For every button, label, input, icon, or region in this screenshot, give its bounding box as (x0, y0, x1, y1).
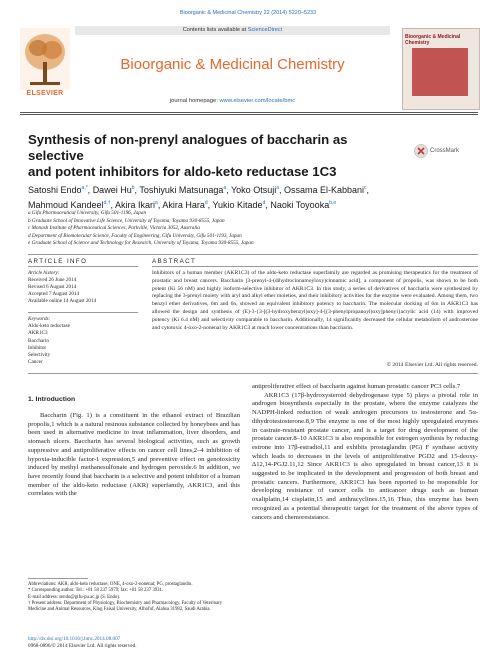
journal-homepage (75, 98, 390, 104)
contents-prefix: Contents lists available at (182, 27, 247, 33)
history-item: Revised 6 August 2014 (28, 284, 77, 290)
author-line: Satoshi Endo$^{a,*}$, Dawei Hu$^b$, Toshiyuki Matsunaga$^a$, Yoko Otsuji$^a$, Ossama El-Kabbani$^c$, (28, 185, 370, 195)
history-label: Article history: (28, 270, 60, 276)
history-item: Received 26 June 2014 (28, 277, 77, 283)
crossmark-icon[interactable] (414, 144, 428, 158)
author[interactable]: Ossama El-Kabbani$^c$ (284, 185, 367, 195)
contents-line (75, 27, 390, 33)
affiliations (28, 210, 478, 248)
keywords (28, 316, 138, 366)
cover-artwork (412, 48, 468, 96)
section-heading: 1. Introduction (28, 396, 76, 403)
publisher-name: ELSEVIER (26, 90, 64, 97)
abstract-text: Inhibitors of a human member (AKR1C3) of the aldo-keto reductase superfamily are regarded as promising therapeutics for the treatment of prostatic and breast cancers. Baccharin [3-prenyl-4-(dihydrocinnamoyloxy)cinnamic acid], a component of propolis, was shown to be both potent (Ki 56 nM) and highly isoform-selective inhibitor of AKR1C3. In this study, a series of derivatives of baccharin were synthesized by replacing the 3-prenyl moiety with aryl and alkyl ether moieties, and their inhibitory activities for the enzyme were evaluated. Among them, two benzyl ether derivatives, 6m and 6n, showed an equivalent inhibitory potency to baccharin. The molecular docking of 6m in AKR1C3 has allowed the design and synthesis of (E)-3-{3-[(3-hydroxybenzyl)oxy]-4-[(3-phenylpropanoyl)oxy]phenyl}acrylic acid (14) with improved potency (Ki 6.4 nM) and selectivity comparable to baccharin. Additionally, 14 significantly decreased the cellular metabolism of androsterone and cytotoxic 4-oxo-2-nonenal by AKR1C3 at much lower concentrations than baccharin. (152, 270, 478, 331)
header-rule (20, 114, 478, 115)
author-line: Mahmoud Kandeel$^{d,\dagger}$, Akira Ikari$^a$, Akira Hara$^d$, Yukio Kitade$^d$, Naoki Toyooka$^{b,e}$ (28, 200, 337, 210)
affiliation: d Department of Biomolecular Science, Faculty of Engineering, Gifu University, Gifu 501-1193, Japan (28, 232, 242, 239)
history-item: Available online 14 August 2014 (28, 298, 97, 304)
author[interactable]: Toshiyuki Matsunaga$^a$ (139, 185, 227, 195)
article-history (28, 270, 138, 305)
author-list (28, 182, 478, 212)
journal-title: Bioorganic & Medicinal Chemistry (120, 56, 345, 73)
keywords-label: Keywords: (28, 316, 51, 322)
copyright: © 2014 Elsevier Ltd. All rights reserved. (386, 362, 478, 368)
affiliation: a Gifu Pharmaceutical University, Gifu 501-1196, Japan (28, 210, 147, 216)
footnote: Abbreviations: AKR, aldo-keto reductase; ONE, 4-oxo-2-nonenal; PG, prostaglandin. (28, 582, 193, 587)
abstract-heading: ABSTRACT (152, 258, 197, 265)
keyword: Selectivity (28, 352, 51, 359)
doi-block (28, 636, 137, 650)
author[interactable]: Akira Ikari$^a$ (115, 200, 158, 210)
body-column-left (28, 412, 240, 499)
affiliation: e Graduate School of Science and Technology for Research, University of Toyama, Toyama 930-8555, Japan (28, 240, 254, 247)
author[interactable]: Dawei Hu$^b$ (92, 185, 135, 195)
paper-title (28, 132, 388, 180)
title-line: and potent inhibitors for aldo-keto reductase 1C3 (28, 164, 337, 179)
divider (28, 266, 138, 267)
issn-line: 0968-0896/© 2014 Elsevier Ltd. All rights reserved. (28, 643, 137, 649)
keyword: Baccharin (28, 337, 50, 344)
journal-reference[interactable]: Bioorganic & Medicinal Chemistry 22 (2014) 5220–5233 (179, 10, 317, 16)
elsevier-tree-logo (20, 28, 70, 90)
header-rule (20, 112, 478, 113)
body-column-right (252, 383, 478, 522)
divider (28, 373, 478, 374)
divider (28, 312, 138, 313)
author[interactable]: Mahmoud Kandeel$^{d,\dagger}$ (28, 200, 111, 210)
paragraph: Baccharin (Fig. 1) is a constituent in the ethanol extract of Brazilian propolis,1 which is a natural resinous substance collected by honeybees and has been used in alternative medicine to treat inflammation, liver disorders, and stomach ulcers. Baccharin has several biological activities, such as growth suppressive and antiproliferative effects on cancer cell lines,2–4 inhibition of hypoxia-inducible factor-1 expression,5 and preventive effect on genotoxicity induced by methyl methanesulfonate and hydrogen peroxide.6 In addition, we have recently found that baccharin is a selective and potent inhibitor of a human member of the aldo-keto reductase (AKR) superfamily, AKR1C3, and this correlates with the (28, 412, 240, 498)
affiliation: b Graduate School of Innovative Life Science, University of Toyama, Toyama 930-8555, Japan (28, 217, 225, 224)
doi-link[interactable]: http://dx.doi.org/10.1016/j.bmc.2014.08.007 (28, 636, 121, 642)
title-line: Synthesis of non-prenyl analogues of baccharin as selective (28, 132, 348, 163)
footnote-rule (28, 578, 88, 579)
paragraph: AKR1C3 (17β-hydroxysteroid dehydrogenase type 5) plays a pivotal role in androgen biosynthesis especially in the prostate, where the enzyme catalyzes the NADPH-linked reduction of weak androgen precursors to testosterone and 5α-dihydrotestosterone.8,9 The enzyme is one of the most highly upregulated enzymes in castrate-resistant prostate cancer, and is a target for drug development of the prostate cancer.8–10 AKR1C3 is also responsible for estrogen synthesis by reducing estrone into 17β-estradiol,11 and exhibits prostaglandin (PG) F synthase activity which leads to decreases in the levels of antiproliferative PGD2 and 15-deoxy-Δ12,14-PGJ2.11,12 Since AKR1C3 is also upregulated in breast cancer,13 it is suggested to be implicated in the development and progression of both breast and prostatic cancers. Furthermore, AKR1C3 has been reported to be responsible for developing resistance of cancer cells to anticancer drugs such as human oxaliplatin,14 cisplatin,15 and anthracyclines.15,16 Thus, this enzyme has been recognized as a potential therapeutic target for the treatment of the above types of cancers and chemoresistance. (252, 391, 478, 521)
footnote[interactable]: E-mail address: sendo@gifu-pu.ac.jp (S. Endo). (28, 594, 121, 600)
author[interactable]: Satoshi Endo$^{a,*}$ (28, 185, 88, 195)
crossmark-label[interactable]: CrossMark (430, 148, 460, 154)
keyword: Aldo-keto reductase (28, 323, 70, 330)
paragraph: antiproliferative effect of baccharin against human prostatic cancer PC3 cells.7 (252, 383, 461, 390)
history-item: Accepted 7 August 2014 (28, 291, 80, 297)
keyword: Cancer (28, 359, 43, 366)
divider (28, 254, 478, 255)
author[interactable]: Yoko Otsuji$^a$ (231, 185, 279, 195)
cover-title: Bioorganic & Medicinal Chemistry (405, 34, 461, 46)
homepage-prefix: journal homepage: (169, 98, 218, 104)
author[interactable]: Naoki Toyooka$^{b,e}$ (270, 200, 337, 210)
affiliation: c Monash Institute of Pharmaceutical Sciences, Parkville, Victoria 3052, Australia (28, 225, 200, 232)
footnotes (28, 582, 240, 613)
author[interactable]: Yukio Kitade$^d$ (212, 200, 266, 210)
divider (152, 266, 478, 267)
keyword: AKR1C3 (28, 330, 48, 337)
author[interactable]: Akira Hara$^d$ (162, 200, 208, 210)
homepage-link[interactable]: www.elsevier.com/locate/bmc (219, 98, 296, 104)
article-info-heading: ARTICLE INFO (28, 258, 88, 265)
sciencedirect-link[interactable]: ScienceDirect (247, 27, 283, 33)
footnote: † Present address: Department of Physiology, Biochemistry and Pharmacology, Faculty of Veterinary Medicine and Animal Resources, King Faisal University, Alhofuf, Alahsa 31982, Saudi Arabia. (28, 600, 223, 613)
keyword: Inhibitor (28, 344, 47, 351)
footnote: * Corresponding author. Tel.: +81 58 237 5979; fax: +81 58 237 3931. (28, 588, 164, 594)
